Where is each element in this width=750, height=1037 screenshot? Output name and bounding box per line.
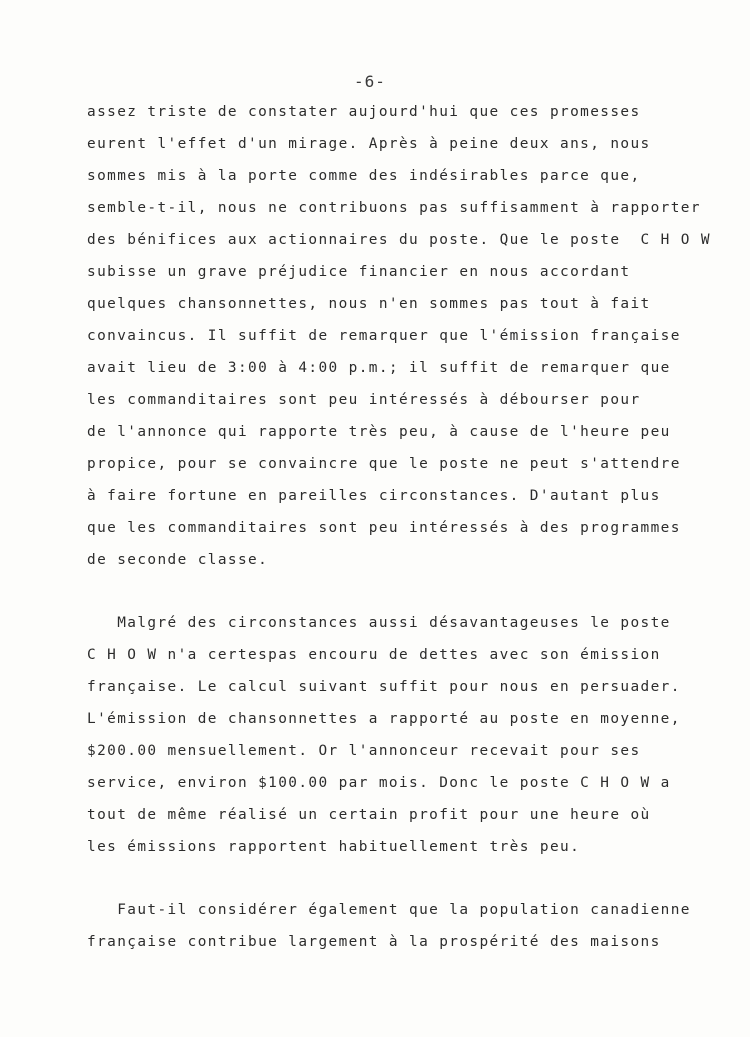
text-line: que les commanditaires sont peu intéressés à des programmes — [87, 520, 681, 536]
text-line: assez triste de constater aujourd'hui que ces promesses — [87, 104, 641, 120]
text-line: des bénifices aux actionnaires du poste. Que le poste C H O W — [87, 232, 711, 248]
text-line: les émissions rapportent habituellement très peu. — [87, 839, 581, 855]
text-line: service, environ $100.00 par mois. Donc le poste C H O W a — [87, 775, 671, 791]
text-line: de seconde classe. — [87, 552, 269, 568]
text-line: $200.00 mensuellement. Or l'annonceur recevait pour ses — [87, 743, 641, 759]
text-line: de l'annonce qui rapporte très peu, à cause de l'heure peu — [87, 424, 671, 440]
text-line: subisse un grave préjudice financier en nous accordant — [87, 264, 631, 280]
text-line: avait lieu de 3:00 à 4:00 p.m.; il suffit de remarquer que — [87, 360, 671, 376]
text-line: tout de même réalisé un certain profit pour une heure où — [87, 807, 651, 823]
text-line: C H O W n'a certespas encouru de dettes avec son émission — [87, 647, 661, 663]
text-line: propice, pour se convaincre que le poste ne peut s'attendre — [87, 456, 681, 472]
text-line: française contribue largement à la prospérité des maisons — [87, 934, 661, 950]
text-line: eurent l'effet d'un mirage. Après à peine deux ans, nous — [87, 136, 651, 152]
text-line: quelques chansonnettes, nous n'en sommes pas tout à fait — [87, 296, 651, 312]
text-line: semble-t-il, nous ne contribuons pas suffisamment à rapporter — [87, 200, 701, 216]
text-line: convaincus. Il suffit de remarquer que l'émission française — [87, 328, 681, 344]
text-line: Faut-il considérer également que la population canadienne — [87, 902, 691, 918]
text-line: L'émission de chansonnettes a rapporté au poste en moyenne, — [87, 711, 681, 727]
text-line: sommes mis à la porte comme des indésirables parce que, — [87, 168, 641, 184]
text-line: Malgré des circonstances aussi désavantageuses le poste — [87, 615, 671, 631]
page-number: -6- — [354, 72, 386, 91]
text-line: française. Le calcul suivant suffit pour nous en persuader. — [87, 679, 681, 695]
text-line: les commanditaires sont peu intéressés à débourser pour — [87, 392, 641, 408]
text-line: à faire fortune en pareilles circonstances. D'autant plus — [87, 488, 661, 504]
